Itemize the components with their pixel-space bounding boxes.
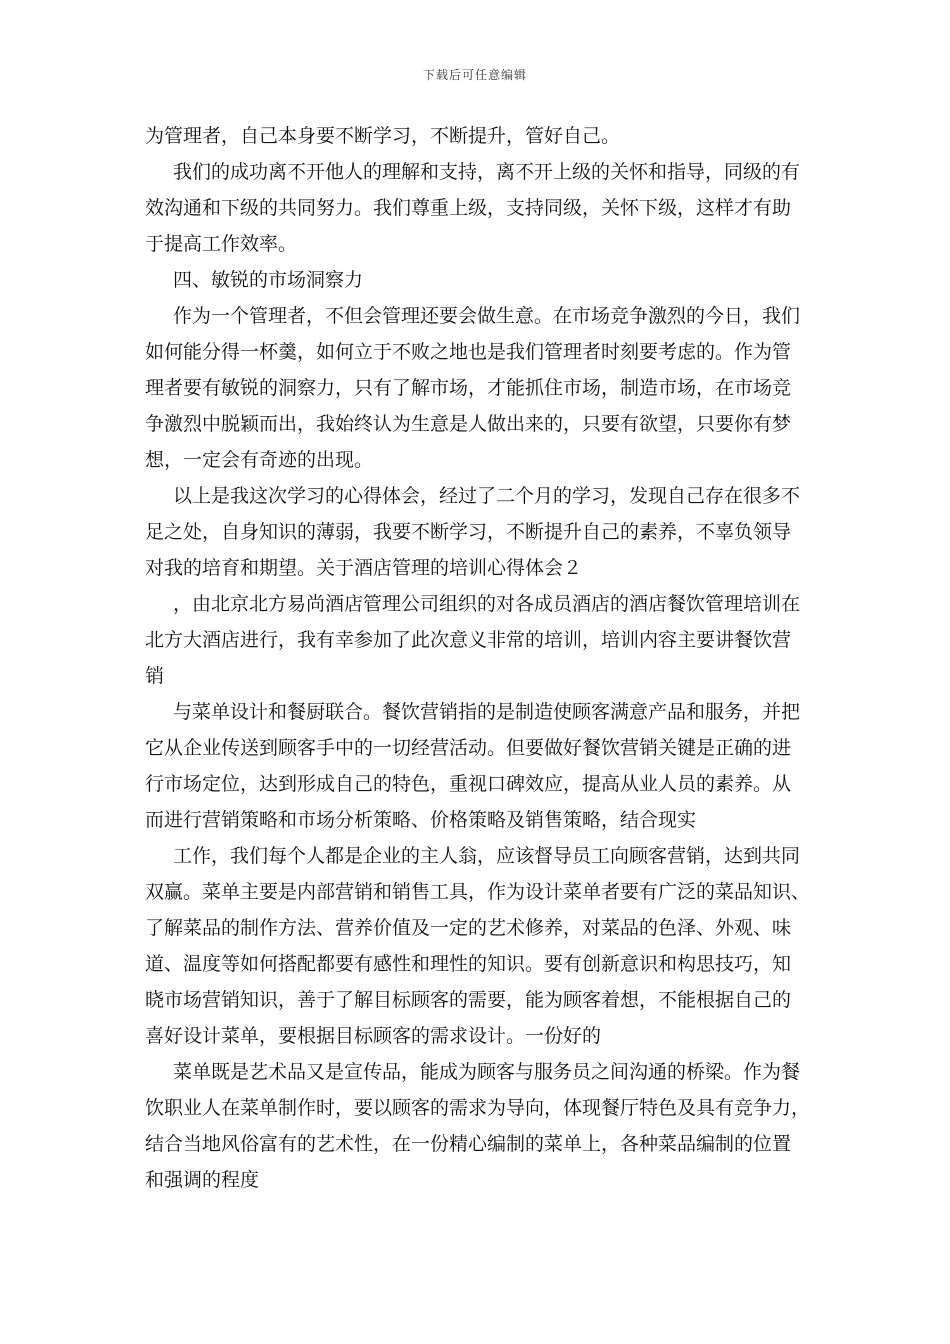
paragraph xyxy=(145,262,807,298)
text-line: 道、温度等如何搭配都要有感性和理性的知识。要有创新意识和构思技巧，知 xyxy=(145,953,792,975)
text-line: 想，一定会有奇迹的出现。 xyxy=(145,449,374,471)
text-line: 行市场定位，达到形成自己的特色，重视口碑效应，提高从业人员的素养。从 xyxy=(145,773,792,795)
text-line: 我们的成功离不开他人的理解和支持，离不开上级的关怀和指导，同级的有 xyxy=(173,161,801,183)
text-line: 效沟通和下级的共同努力。我们尊重上级，支持同级，关怀下级，这样才有助 xyxy=(145,197,792,219)
text-line: 而进行营销策略和市场分析策略、价格策略及销售策略，结合现实 xyxy=(145,809,697,831)
document-body xyxy=(145,118,811,1198)
paragraph xyxy=(145,478,807,586)
paragraph xyxy=(145,298,807,478)
text-line: 如何能分得一杯羹，如何立于不败之地也是我们管理者时刻要考虑的。作为管 xyxy=(145,341,792,363)
text-line: 喜好设计菜单，要根据目标顾客的需求设计。一份好的 xyxy=(145,1025,602,1047)
text-line: 晓市场营销知识，善于了解目标顾客的需要，能为顾客着想，不能根据自己的 xyxy=(145,989,792,1011)
text-line: 四、敏锐的市场洞察力 xyxy=(173,269,364,291)
text-line: 饮职业人在菜单制作时，要以顾客的需求为导向，体现餐厅特色及具有竞争力， xyxy=(145,1097,811,1119)
paragraph xyxy=(145,154,807,262)
text-line: 它从企业传送到顾客手中的一切经营活动。但要做好餐饮营销关键是正确的进 xyxy=(145,737,792,759)
text-line: 争激烈中脱颖而出，我始终认为生意是人做出来的，只要有欲望，只要你有梦 xyxy=(145,413,792,435)
text-line: 双赢。菜单主要是内部营销和销售工具，作为设计菜单者要有广泛的菜品知识、 xyxy=(145,881,811,903)
text-line: ，由北京北方易尚酒店管理公司组织的对各成员酒店的酒店餐饮管理培训在 xyxy=(173,593,801,615)
paragraph xyxy=(145,838,811,1054)
text-line: 工作，我们每个人都是企业的主人翁，应该督导员工向顾客营销，达到共同 xyxy=(173,845,801,867)
paragraph xyxy=(145,1054,811,1198)
text-line: 理者要有敏锐的洞察力，只有了解市场，才能抓住市场，制造市场，在市场竞 xyxy=(145,377,792,399)
paragraph xyxy=(145,586,807,694)
paragraph xyxy=(145,694,807,838)
text-line: 为管理者，自己本身要不断学习，不断提升，管好自己。 xyxy=(145,125,621,147)
text-line: 对我的培育和期望。关于酒店管理的培训心得体会２ xyxy=(145,557,583,579)
text-line: 和强调的程度 xyxy=(145,1169,260,1191)
text-line: 足之处，自身知识的薄弱，我要不断学习，不断提升自己的素养，不辜负领导 xyxy=(145,521,792,543)
paragraph xyxy=(145,118,807,154)
text-line: 与菜单设计和餐厨联合。餐饮营销指的是制造使顾客满意产品和服务，并把 xyxy=(173,701,801,723)
text-line: 结合当地风俗富有的艺术性，在一份精心编制的菜单上，各种菜品编制的位置 xyxy=(145,1133,792,1155)
text-line: 菜单既是艺术品又是宣传品，能成为顾客与服务员之间沟通的桥梁。作为餐 xyxy=(173,1061,801,1083)
text-line: 销 xyxy=(145,665,165,687)
text-line: 北方大酒店进行，我有幸参加了此次意义非常的培训，培训内容主要讲餐饮营 xyxy=(145,629,792,651)
text-line: 了解菜品的制作方法、营养价值及一定的艺术修养，对菜品的色泽、外观、味 xyxy=(145,917,792,939)
text-line: 作为一个管理者，不但会管理还要会做生意。在市场竞争激烈的今日，我们 xyxy=(173,305,801,327)
text-line: 以上是我这次学习的心得体会，经过了二个月的学习，发现自己存在很多不 xyxy=(173,485,801,507)
text-line: 于提高工作效率。 xyxy=(145,233,298,255)
page-header: 下载后可任意编辑 xyxy=(422,68,527,82)
